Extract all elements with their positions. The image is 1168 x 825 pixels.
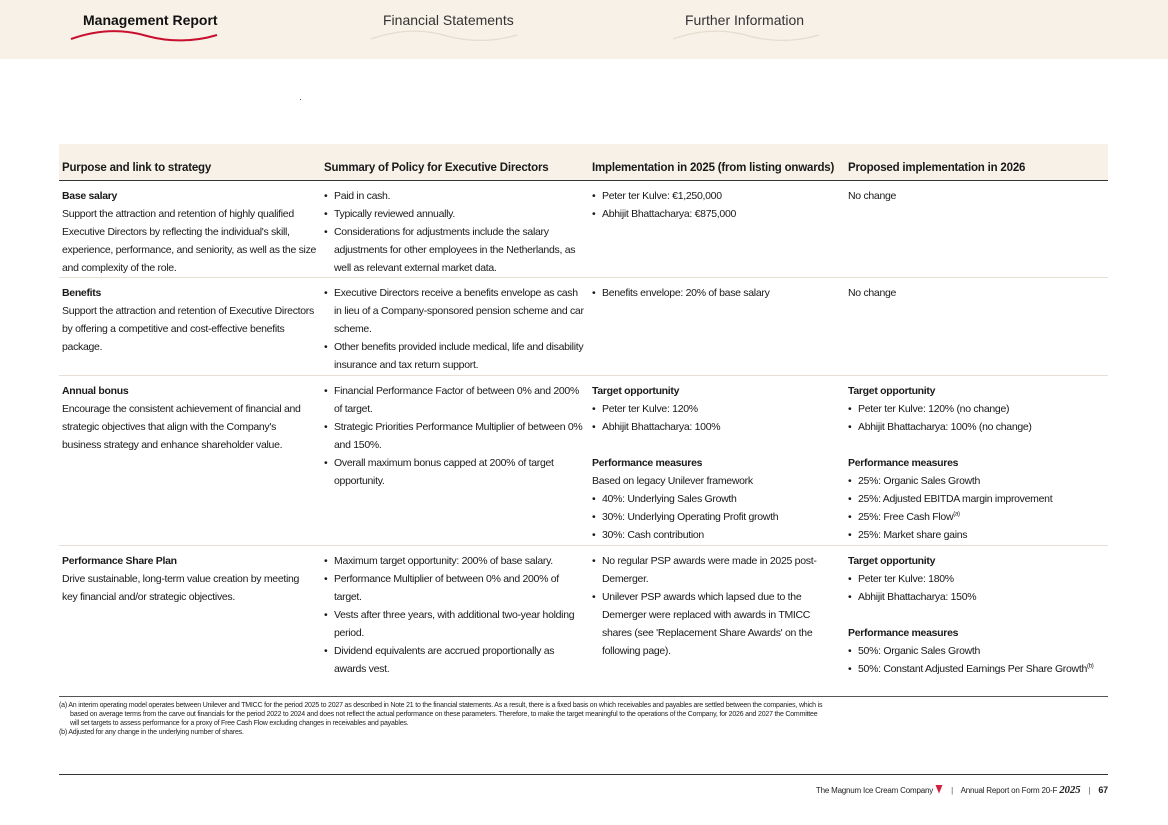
row-title: Annual bonus: [62, 385, 129, 397]
policy-item: • Other benefits provided include medical, life and disability insurance and tax return support.: [324, 338, 586, 374]
policy-item: • Financial Performance Factor of between 0% and 200% of target.: [324, 382, 586, 418]
policy-item: • Vests after three years, with additional two-year holding period.: [324, 606, 586, 642]
impl-item: • 40%: Underlying Sales Growth: [592, 490, 840, 508]
impl-item: • Abhijit Bhattacharya: 100% (no change): [848, 418, 1106, 436]
implementation-2025-cell: [592, 284, 840, 302]
impl-item: • Peter ter Kulve: 180%: [848, 570, 1106, 588]
policy-item: • Strategic Priorities Performance Multiplier of between 0% and 150%.: [324, 418, 586, 454]
footnote-ref-a: (a): [953, 511, 960, 518]
tab-financial-statements[interactable]: [383, 12, 514, 28]
policy-item: • Maximum target opportunity: 200% of base salary.: [324, 552, 586, 570]
page-number: 67: [1098, 785, 1108, 795]
impl-item: • 25%: Adjusted EBITDA margin improvement: [848, 490, 1106, 508]
footnotes: [59, 701, 1108, 737]
table-header: [59, 144, 1108, 181]
header-policy-summary: Summary of Policy for Executive Directors: [324, 162, 549, 174]
policy-item: • Performance Multiplier of between 0% and 200% of target.: [324, 570, 586, 606]
row-title: Base salary: [62, 190, 118, 202]
tab-further-information[interactable]: [685, 12, 804, 28]
implementation-2025-cell: [592, 187, 840, 223]
impl-item: • 25%: Free Cash Flow$^{(a)}$: [848, 508, 1106, 526]
stray-dot: [300, 99, 301, 100]
footnote-a-line: will set targets to assess performance for a proxy of Free Cash Flow excluding changes in receivables and payables.: [70, 720, 409, 727]
row-title: Performance Share Plan: [62, 555, 177, 567]
footer-separator: |: [951, 786, 953, 795]
impl-item: • Peter ter Kulve: 120%: [592, 400, 840, 418]
performance-intro: Based on legacy Unilever framework: [592, 475, 753, 487]
performance-measures-heading: Performance measures: [848, 627, 959, 639]
footnote-a-line: based on average terms from the carve out financials for the period 2022 to 2024 and does not reflect the actual performance on these parameters. Therefore, to make the target meaningful to the operations of the Company, for 2026 and 2027 the Committee: [70, 711, 818, 718]
header-implementation-2026: Proposed implementation in 2026: [848, 162, 1026, 174]
remuneration-policy-table: [59, 144, 1108, 697]
purpose-cell: [62, 187, 317, 277]
report-name: Annual Report on Form 20-F: [960, 786, 1058, 795]
page-footer: [816, 784, 1108, 796]
impl-item: • Abhijit Bhattacharya: 100%: [592, 418, 840, 436]
policy-item: • Paid in cash.: [324, 187, 586, 205]
target-opportunity-heading: Target opportunity: [848, 555, 936, 567]
top-navigation: [0, 0, 1168, 59]
company-name: The Magnum Ice Cream Company: [815, 786, 934, 795]
policy-item: • Dividend equivalents are accrued proportionally as awards vest.: [324, 642, 586, 678]
report-year: 2025: [1059, 784, 1081, 796]
tab-underline: [671, 30, 821, 44]
policy-cell: [324, 187, 586, 277]
row-purpose: Encourage the consistent achievement of financial and strategic objectives that align with the Company's business strategy and enhance shareholder value.: [62, 403, 301, 451]
policy-item: • Executive Directors receive a benefits envelope as cash in lieu of a Company-sponsored pension scheme and car scheme.: [324, 284, 586, 338]
impl-item: • 25%: Organic Sales Growth: [848, 472, 1106, 490]
impl-item: • Abhijit Bhattacharya: 150%: [848, 588, 1106, 606]
header-purpose: Purpose and link to strategy: [62, 162, 212, 174]
tab-label: Management Report: [83, 12, 218, 28]
impl-item: • Peter ter Kulve: €1,250,000: [592, 187, 840, 205]
row-purpose: Support the attraction and retention of highly qualified Executive Directors by reflecting the individual's skill, experience, performance, and seniority, as well as the size and complexity of the role.: [62, 208, 317, 274]
tab-label: Financial Statements: [383, 12, 514, 28]
purpose-cell: [62, 284, 317, 356]
tab-underline: [369, 30, 519, 44]
footnote-a-line: (a) An interim operating model operates between Unilever and TMICC for the period 2025 to 2027 as described in Note 21 to the financial statements. As a result, there is a fixed basis on which receivables and payables are settled between the companies, which is: [59, 702, 823, 709]
impl-item: • 50%: Constant Adjusted Earnings Per Share Growth$^{(b)}$: [848, 660, 1106, 678]
impl-item: • 50%: Organic Sales Growth: [848, 642, 1106, 660]
target-opportunity-heading: Target opportunity: [592, 385, 680, 397]
table-row-annual-bonus: [59, 376, 1108, 546]
table-row-benefits: [59, 278, 1108, 376]
impl-item: • 25%: Market share gains: [848, 526, 1106, 544]
tab-label: Further Information: [685, 12, 805, 28]
impl-2026-text: No change: [848, 190, 897, 202]
policy-cell: [324, 382, 586, 490]
footer-separator: |: [1088, 786, 1091, 795]
impl-item: • 30%: Underlying Operating Profit growth: [592, 508, 840, 526]
row-purpose: Support the attraction and retention of Executive Directors by offering a competitive and cost-effective benefits package.: [62, 305, 314, 353]
policy-item: • Considerations for adjustments include the salary adjustments for other employees in the Netherlands, as well as relevant external market data.: [324, 223, 586, 277]
impl-item: • Unilever PSP awards which lapsed due to the Demerger were replaced with awards in TMICC shares (see 'Replacement Share Awards' on the following page).: [592, 588, 840, 660]
implementation-2026-cell: [848, 284, 1106, 302]
implementation-2025-cell: [592, 382, 840, 544]
policy-cell: [324, 284, 586, 374]
purpose-cell: [62, 382, 317, 454]
heart-logo-icon: [935, 784, 943, 794]
performance-measures-heading: Performance measures: [848, 457, 959, 469]
footnote-b: (b) Adjusted for any change in the underlying number of shares.: [59, 729, 244, 736]
impl-2026-text: No change: [848, 287, 897, 299]
policy-item: • Typically reviewed annually.: [324, 205, 586, 223]
policy-cell: [324, 552, 586, 678]
row-title: Benefits: [62, 287, 102, 299]
implementation-2025-cell: [592, 552, 840, 660]
implementation-2026-cell: [848, 382, 1106, 544]
implementation-2026-cell: [848, 187, 1106, 205]
purpose-cell: [62, 552, 317, 606]
implementation-2026-cell: [848, 552, 1106, 678]
footer-divider: [59, 774, 1108, 775]
impl-item: • No regular PSP awards were made in 2025 post-Demerger.: [592, 552, 840, 588]
table-row-base-salary: [59, 181, 1108, 278]
row-purpose: Drive sustainable, long-term value creation by meeting key financial and/or strategic objectives.: [62, 573, 300, 603]
impl-item: • Peter ter Kulve: 120% (no change): [848, 400, 1106, 418]
footnote-ref-b: (b): [1087, 663, 1094, 670]
impl-item: • Benefits envelope: 20% of base salary: [592, 284, 840, 302]
target-opportunity-heading: Target opportunity: [848, 385, 936, 397]
table-row-performance-share-plan: [59, 546, 1108, 697]
header-implementation-2025: Implementation in 2025 (from listing onwards): [592, 162, 835, 174]
tab-management-report[interactable]: [83, 12, 218, 28]
active-tab-underline: [69, 30, 219, 44]
impl-item: • 30%: Cash contribution: [592, 526, 840, 544]
performance-measures-heading: Performance measures: [592, 457, 703, 469]
policy-item: • Overall maximum bonus capped at 200% of target opportunity.: [324, 454, 586, 490]
impl-item: • Abhijit Bhattacharya: €875,000: [592, 205, 840, 223]
